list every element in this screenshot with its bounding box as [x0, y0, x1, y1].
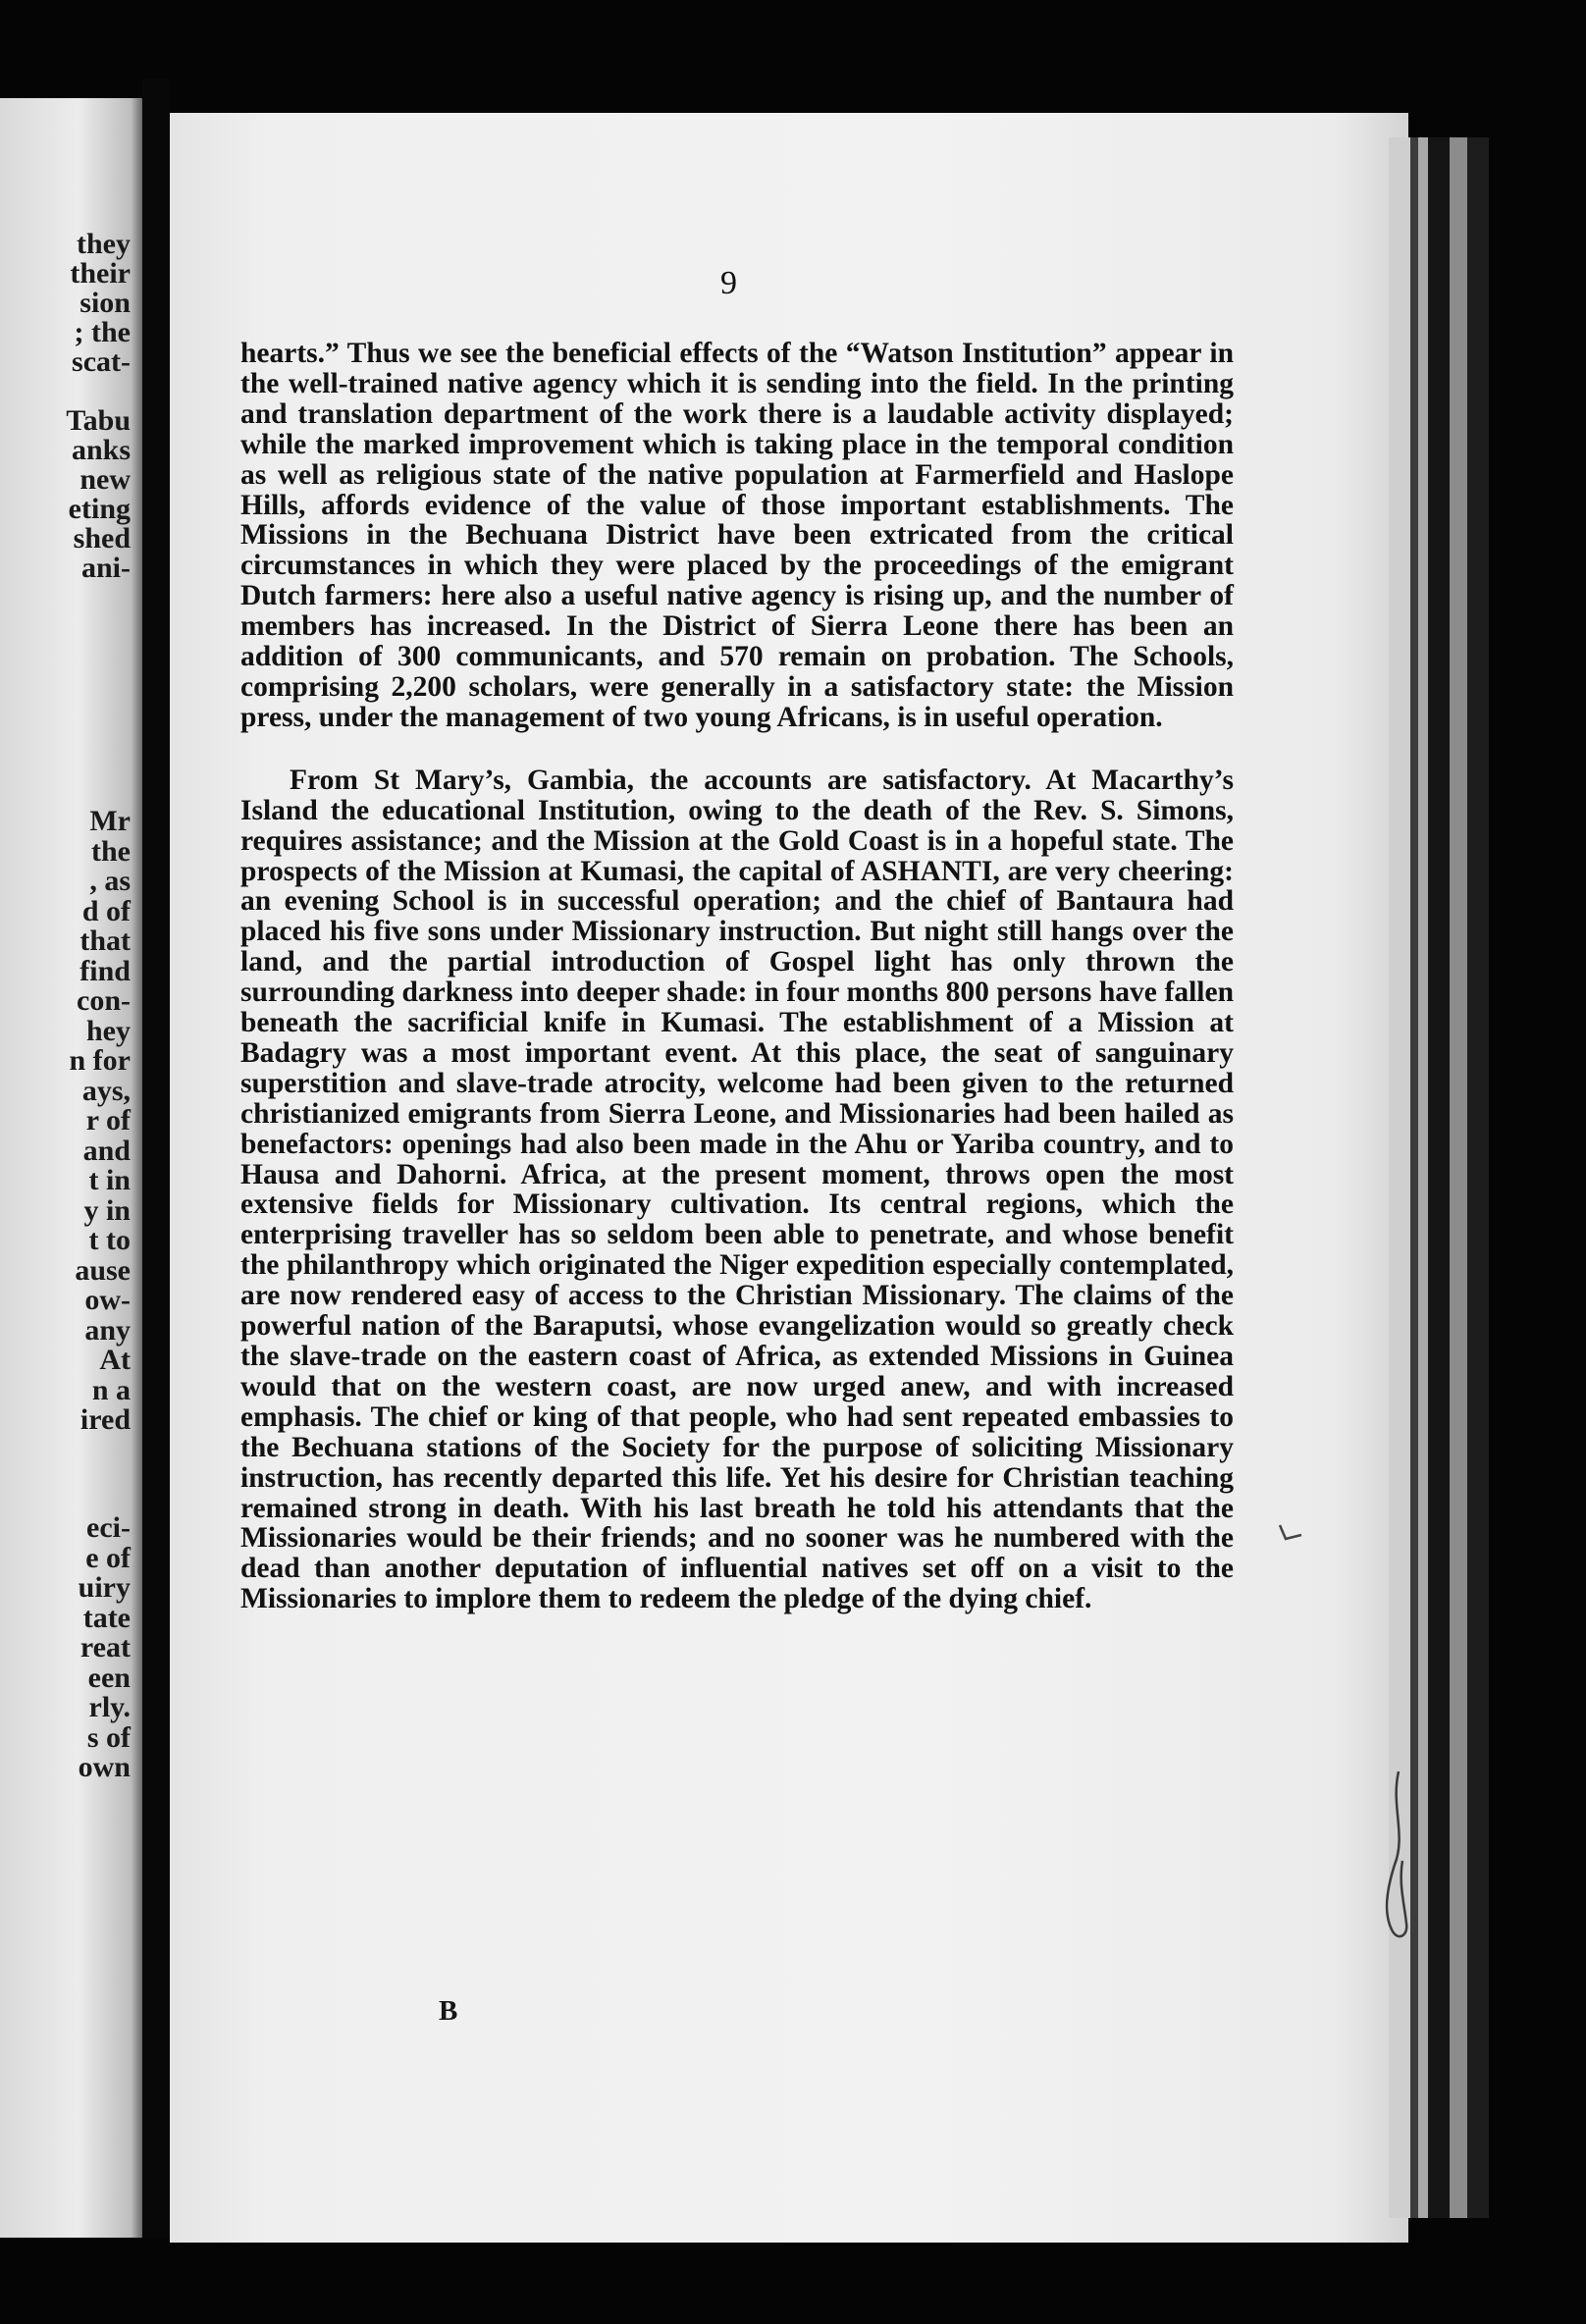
left-page-fragment: n a — [91, 1373, 131, 1406]
left-page-fragment: s of — [86, 1720, 131, 1754]
left-page-fragment: e of — [85, 1541, 131, 1574]
left-page-fragment: Mr — [89, 805, 131, 837]
left-page-fragment: scat- — [72, 345, 131, 378]
previous-page-strip — [0, 98, 142, 2238]
page-edge — [1428, 137, 1450, 2218]
paragraph: From St Mary’s, Gambia, the accounts are satisfactory. At Macarthy’s Island the educational Institution, owing to the death of the Rev. S. Simons, requires assistance; and the Mission at the Gold Coast is in a hopeful state. The prospects of the Mission at Kumasi, the capital of ASHANTI, are very cheering: an evening School is in successful operation; and the chief of Bantaura had placed his five sons under Missionary instruction. But night still hangs over the land, and the partial introduction of Gospel light has only thrown the surrounding darkness into deeper shade: in four months 800 persons have fallen beneath the sacrificial knife in Kumasi. The establishment of a Mission at Badagry was a most important event. At this place, the seat of sanguinary superstition and slave-trade atrocity, welcome had been given to the returned christianized emigrants from Sierra Leone, and Missionaries had been hailed as benefactors: openings had also been made in the Ahu or Yariba country, and to Hausa and Dahorni. Africa, at the present moment, throws open the most extensive fields for Missionary cultivation. Its central regions, which the enterprising traveller has so seldom been able to penetrate, and whose benefit the philanthropy which originated the Niger expedition especially contemplated, are now rendered easy of access to the Christian Missionary. The claims of the powerful nation of the Baraputsi, whose evangelization would so greatly check the slave-trade on the eastern coast of Africa, as extended Missions in Guinea would that on the western coast, are now urged anew, and with increased emphasis. The chief or king of that people, who had sent repeated embassies to the Bechuana stations of the Society for the purpose of soliciting Missionary instruction, has recently departed this life. Yet his desire for Christian teaching remained strong in death. With his last breath he told his attendants that the Missionaries would be their friends; and no sooner was he numbered with the dead than another deputation of influential natives set off on a visit to the Missionaries to implore them to redeem the pledge of the dying chief. — [240, 764, 1234, 1615]
left-page-fragment: y in — [83, 1193, 131, 1227]
left-page-fragment: shed — [73, 522, 131, 555]
left-page-fragment: eci- — [86, 1511, 131, 1544]
left-page-fragment: ause — [75, 1253, 131, 1287]
signature-mark: B — [439, 1995, 458, 2027]
left-page-fragment: r of — [85, 1104, 131, 1136]
left-page-fragment: and — [82, 1134, 131, 1167]
left-page-fragment: uiry — [78, 1571, 131, 1604]
left-page-fragment: any — [84, 1313, 131, 1347]
left-page-fragment: n for — [69, 1044, 131, 1077]
body-text — [240, 339, 1234, 1614]
pencil-tick — [1276, 1521, 1305, 1545]
left-page-fragment: t to — [88, 1224, 131, 1256]
left-page-fragment: rly. — [88, 1691, 131, 1723]
left-page-fragment: the — [91, 834, 131, 868]
left-page-fragment: anks — [71, 434, 131, 466]
left-page-fragment: ays, — [81, 1074, 131, 1107]
left-page-fragment: find — [79, 954, 131, 987]
left-page-fragment: ow- — [84, 1284, 131, 1316]
left-page-fragment: t in — [88, 1164, 131, 1196]
left-page-fragment: con- — [77, 984, 131, 1017]
left-page-fragment: new — [79, 463, 131, 496]
left-page-fragment: ired — [79, 1403, 131, 1436]
left-page-fragment: they — [77, 228, 131, 260]
left-page-fragment: tate — [82, 1601, 131, 1634]
left-page-fragment: eting — [68, 493, 131, 525]
left-page-fragment: own — [78, 1751, 131, 1783]
pencil-annotation — [1369, 1767, 1428, 1953]
left-page-fragment: At — [99, 1344, 131, 1376]
left-page-fragment: , as — [89, 865, 131, 897]
left-page-fragment: een — [87, 1661, 131, 1694]
left-page-fragment: their — [70, 257, 131, 290]
book-gutter — [142, 79, 170, 2238]
page-number: 9 — [720, 265, 737, 301]
left-page-fragment: reat — [79, 1631, 131, 1664]
page-edge — [1450, 137, 1467, 2218]
left-page-fragment: sion — [79, 287, 131, 319]
page-edge — [1467, 137, 1489, 2218]
left-page-fragment: Tabu — [66, 404, 131, 437]
left-page-fragment: that — [79, 924, 131, 957]
left-page-fragment: ; the — [74, 316, 131, 348]
left-page-fragment: hey — [86, 1014, 131, 1047]
paragraph: hearts.” Thus we see the beneficial effects of the “Watson Institution” appear in the well-trained native agency which it is sending into the field. In the printing and translation department of the work there is a laudable activity displayed; while the marked improvement which is taking place in the temporal condition as well as religious state of the native population at Farmerfield and Haslope Hills, affords evidence of the value of those important establishments. The Missions in the Bechuana District have been extricated from the critical circumstances in which they were placed by the proceedings of the emigrant Dutch farmers: here also a useful native agency is rising up, and the number of members has increased. In the District of Sierra Leone there has been an addition of 300 communicants, and 570 remain on probation. The Schools, comprising 2,200 scholars, were generally in a satisfactory state: the Mission press, under the management of two young Africans, is in useful operation. — [240, 338, 1234, 733]
left-page-fragment: ani- — [80, 552, 131, 584]
left-page-fragment: d of — [81, 894, 131, 927]
